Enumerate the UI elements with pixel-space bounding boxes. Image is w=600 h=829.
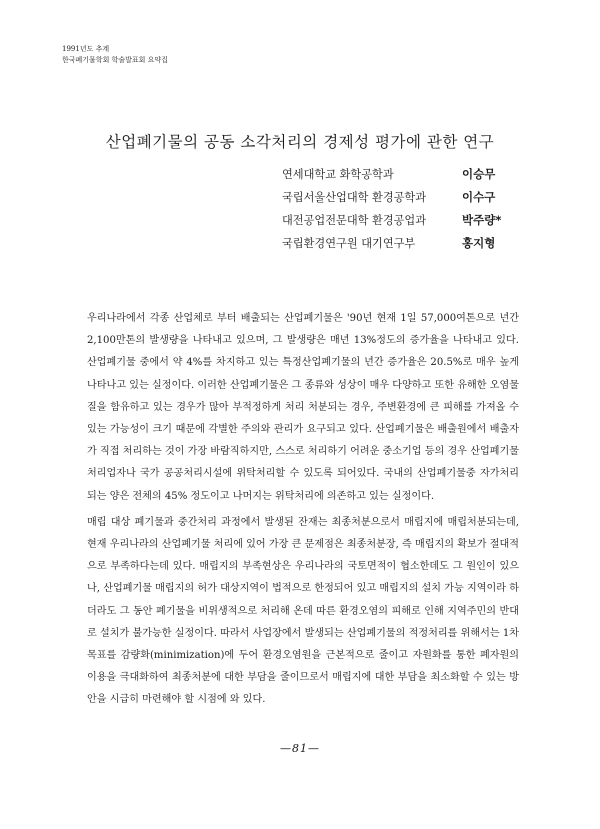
- paragraph-landfill: 매립 대상 폐기물과 중간처리 과정에서 발생된 잔재는 최종처분으로서 매립지에 매립처분되는데, 현재 우리나라의 산업폐기물 처리에 있어 가장 큰 문제점은 최종처분장, 즉 매립지의 확보가 절대적으로 부족하다는데 있다. 매립지의 부족현상은 우리나라의 국토면적이 협소한데도 그 원인이 있으나, 산업폐기물 매립지의 허가 대상지역이 법적으로 한정되어 있고 매립지의 설치 가능 지역이라 하더라도 그 동안 폐기물을 비위생적으로 처리해 온데 따른 환경오염의 피해로 인해 지역주민의 반대로 설치가 불가능한 실정이다. 따라서 사업장에서 발생되는 산업폐기물의 적정처리를 위해서는 1차 목표를 감량화(minimization)에 두어 환경오염원을 근본적으로 줄이고 자원화를 통한 폐자원의 이용을 극대화하여 최종처분에 대한 부담을 줄이므로서 매립지에 대한 부담을 최소화할 수 있는 방안을 시급히 마련해야 할 시점에 와 있다.: [87, 516, 519, 706]
- paragraph-intro: 우리나라에서 각종 산업체로 부터 배출되는 산업폐기물은 '90년 현재 1일 57,000여톤으로 년간 2,100만톤의 발생량을 나타내고 있으며, 그 발생량은 매년 13%정도의 증가율을 나타내고 있다. 산업폐기물 중에서 약 4%를 차지하고 있는 특정산업폐기물의 년간 증가율은 20.5%로 매우 높게 나타나고 있는 실정이다. 이러한 산업폐기물은 그 종류와 성상이 매우 다양하고 또한 유해한 오염물질을 함유하고 있는 경우가 많아 부적정하게 처리 처분되는 경우, 주변환경에 큰 피해를 가져올 수 있는 가능성이 크기 때문에 각별한 주의와 관리가 요구되고 있다. 산업폐기물은 배출원에서 배출자가 직접 처리하는 것이 가장 바람직하지만, 스스로 처리하기 어려운 중소기업 등의 경우 산업폐기물 처리업자나 국가 공공처리시설에 위탁처리할 수 있도록 되어있다. 국내의 산업폐기물중 자가처리 되는 양은 전체의 45% 정도이고 나머지는 위탁처리에 의존하고 있는 실정이다.: [87, 313, 519, 502]
- author-affiliation: 국립환경연구원 대기연구부: [282, 236, 416, 250]
- header-proceedings: 한국폐기물학회 학술발표회 요약집: [62, 56, 168, 64]
- page-number: —81—: [280, 742, 320, 755]
- author-row: [282, 208, 542, 231]
- proceedings-header: [62, 44, 168, 66]
- author-name: 이수구: [462, 189, 496, 204]
- author-affiliation: 대전공업전문대학 환경공업과: [282, 213, 427, 227]
- author-name: 이승무: [462, 166, 496, 181]
- author-list: [282, 162, 542, 254]
- author-affiliation: 국립서울산업대학 환경공학과: [282, 190, 427, 204]
- author-row: [282, 185, 542, 208]
- header-year: 1991년도 추계: [62, 45, 110, 53]
- author-name: 홍지형: [462, 235, 496, 250]
- author-name: 박주량*: [462, 212, 502, 227]
- abstract-body: [87, 308, 519, 716]
- author-row: [282, 231, 542, 254]
- author-affiliation: 연세대학교 화학공학과: [282, 167, 394, 181]
- paper-title: 산업폐기물의 공동 소각처리의 경제성 평가에 관한 연구: [105, 133, 495, 151]
- author-row: [282, 162, 542, 185]
